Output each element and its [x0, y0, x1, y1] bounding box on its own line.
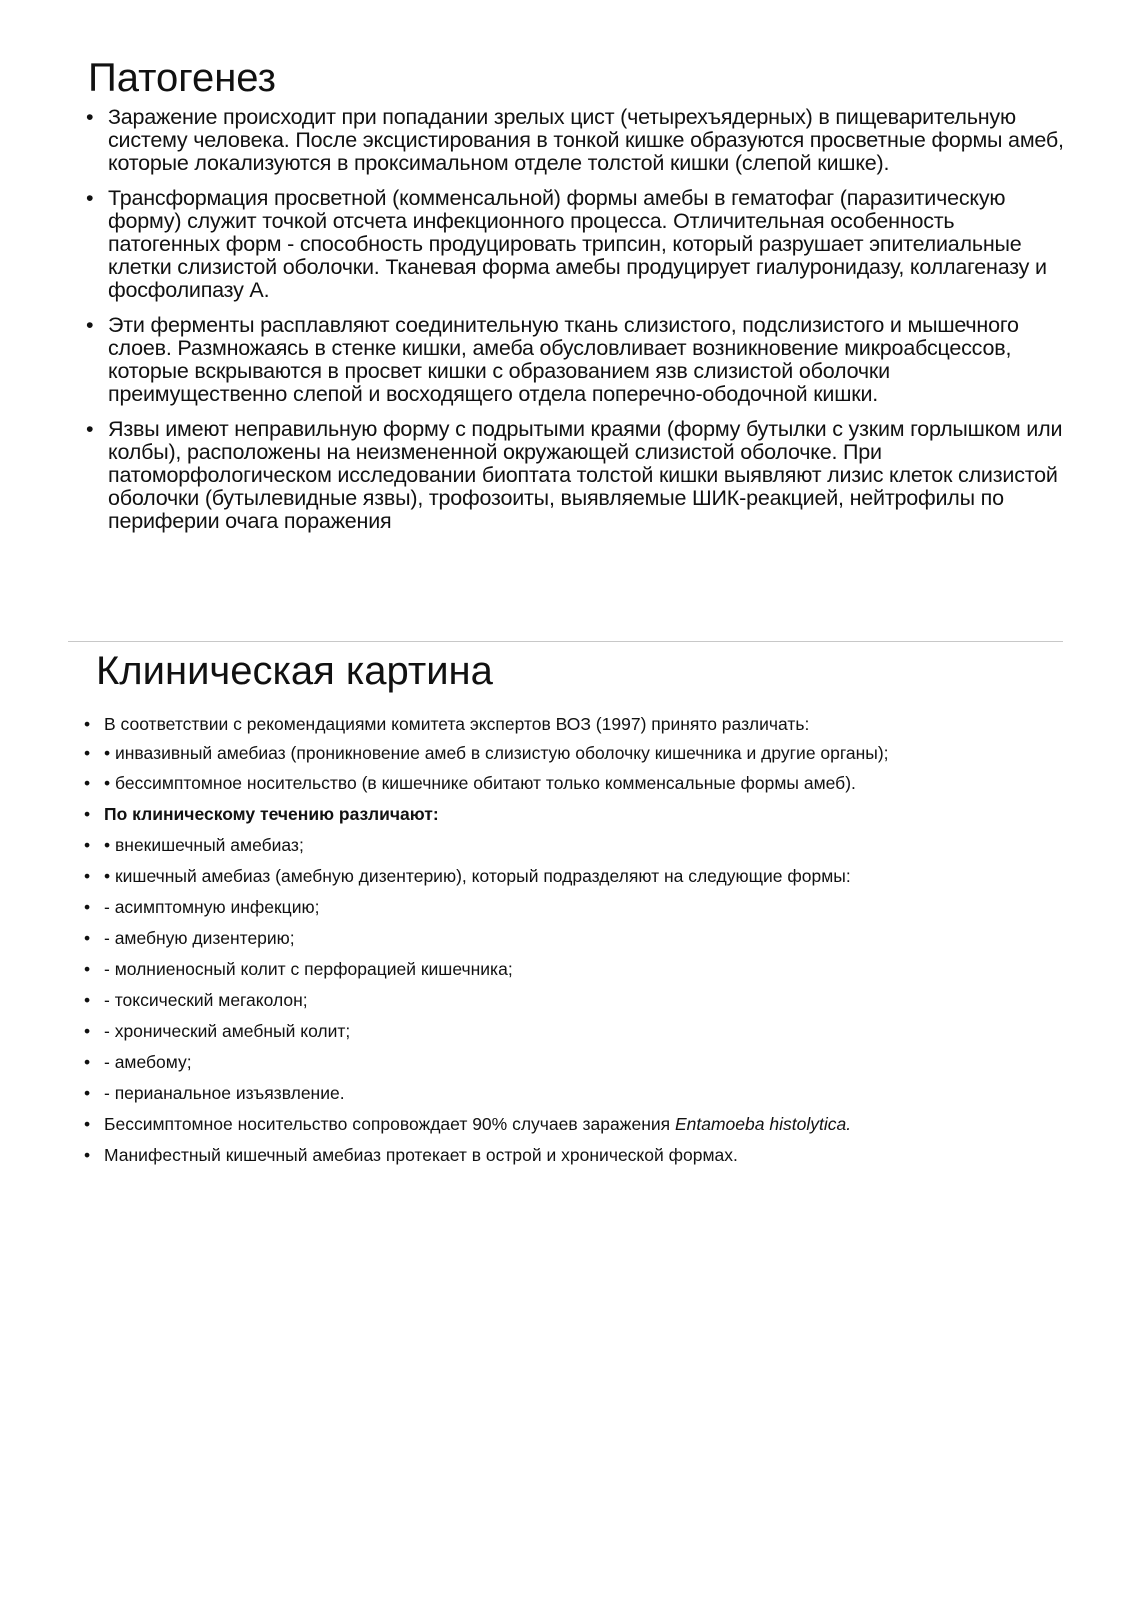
bullet-icon: •: [84, 990, 91, 1010]
list-item: [84, 1083, 1084, 1103]
list-item: [84, 773, 1084, 793]
list-item-text: Трансформация просветной (комменсальной) формы амебы в гематофаг (паразитическую форму) служит точкой отсчета инфекционного процесса. Отличительная особенность патогенных форм - способность продуцировать трипсин, который разрушает эпителиальные клетки слизистой оболочки. Тканевая форма амебы продуцирует гиалуронидазу, коллагеназу и фосфолипазу А.: [108, 186, 1047, 302]
list-item-text: - перианальное изъязвление.: [104, 1083, 345, 1103]
list-item: [84, 187, 1064, 302]
bullet-icon: •: [84, 1052, 91, 1072]
bullet-icon: •: [84, 804, 91, 824]
list-item-text: Эти ферменты расплавляют соединительную ткань слизистого, подслизистого и мышечного слоев. Размножаясь в стенке кишки, амеба обусловливает возникновение микроабсцессов, которые вскрываются в просвет кишки с образованием язв слизистой оболочки преимущественно слепой и восходящего отдела поперечно-ободочной кишки.: [108, 313, 1019, 406]
list-item: [84, 990, 1084, 1010]
bullet-icon: •: [84, 1083, 91, 1103]
list-item: [84, 1114, 1084, 1134]
list-item: [84, 1052, 1084, 1072]
list-item: [84, 745, 1084, 762]
list-item: [84, 1021, 1084, 1041]
list-item-text: - асимптомную инфекцию;: [104, 897, 320, 917]
list-item: [84, 804, 1084, 824]
clinical-title: Клиническая картина: [96, 649, 493, 693]
clinical-list: [84, 714, 1084, 1165]
bullet-icon: •: [84, 773, 91, 793]
list-item: [84, 866, 1084, 886]
list-item-text: • внекишечный амебиаз;: [104, 835, 304, 855]
bullet-icon: •: [86, 313, 94, 337]
list-item-text: Заражение происходит при попадании зрелых цист (четырехъядерных) в пищеварительную систему человека. После эксцистирования в тонкой кишке образуются просветные формы амеб, которые локализуются в проксимальном отделе толстой кишки (слепой кишке).: [108, 105, 1064, 175]
list-item: [84, 928, 1084, 948]
list-item-text: - хронический амебный колит;: [104, 1021, 351, 1041]
list-item-text: По клиническому течению различают:: [104, 804, 439, 824]
bullet-icon: •: [84, 1145, 91, 1165]
list-item-text: Бессимптомное носительство сопровождает 90% случаев заражения: [104, 1114, 675, 1134]
bullet-icon: •: [84, 928, 91, 948]
list-item-text: Язвы имеют неправильную форму с подрытыми краями (форму бутылки с узким горлышком или колбы), расположены на неизмененной окружающей слизистой оболочке. При патоморфологическом исследовании биоптата толстой кишки выявляют лизис клеток слизистой оболочки (бутылевидные язвы), трофозоиты, выявляемые ШИК-реакцией, нейтрофилы по периферии очага поражения: [108, 417, 1063, 533]
bullet-icon: •: [84, 1114, 91, 1134]
species-name: Entamoeba histolytica.: [674, 1114, 852, 1134]
list-item-text: - амебную дизентерию;: [104, 928, 295, 948]
list-item: [84, 314, 1064, 406]
bullet-icon: •: [84, 866, 91, 886]
list-item-text: • кишечный амебиаз (амебную дизентерию), который подразделяют на следующие формы:: [104, 866, 851, 886]
list-item-text: • инвазивный амебиаз (проникновение амеб в слизистую оболочку кишечника и другие органы);: [104, 743, 889, 763]
pathogenesis-section: [84, 56, 1064, 545]
list-item-text: Манифестный кишечный амебиаз протекает в острой и хронической формах.: [104, 1145, 738, 1165]
list-item-text: - молниеносный колит с перфорацией кишечника;: [104, 959, 513, 979]
list-item: [84, 714, 1084, 734]
list-item: [84, 959, 1084, 979]
bullet-icon: •: [86, 186, 94, 210]
bullet-icon: •: [84, 835, 91, 855]
pathogenesis-list: [84, 106, 1064, 533]
bullet-icon: •: [86, 105, 94, 129]
bullet-icon: •: [84, 743, 91, 763]
pathogenesis-title: Патогенез: [88, 56, 276, 100]
list-item: [84, 1145, 1084, 1165]
list-item: [84, 106, 1064, 175]
bullet-icon: •: [84, 897, 91, 917]
bullet-icon: •: [84, 959, 91, 979]
list-item: [84, 897, 1084, 917]
list-item-text: В соответствии с рекомендациями комитета экспертов ВОЗ (1997) принято различать:: [104, 714, 810, 734]
bullet-icon: •: [86, 417, 94, 441]
clinical-section: [84, 648, 1084, 1176]
bullet-icon: •: [84, 1021, 91, 1041]
list-item: [84, 418, 1064, 533]
list-item-text: - амебому;: [104, 1052, 192, 1072]
list-item-text: • бессимптомное носительство (в кишечнике обитают только комменсальные формы амеб).: [104, 773, 856, 793]
list-item: [84, 835, 1084, 855]
list-item-text: - токсический мегаколон;: [104, 990, 308, 1010]
slide-divider: [68, 641, 1063, 642]
bullet-icon: •: [84, 714, 91, 734]
